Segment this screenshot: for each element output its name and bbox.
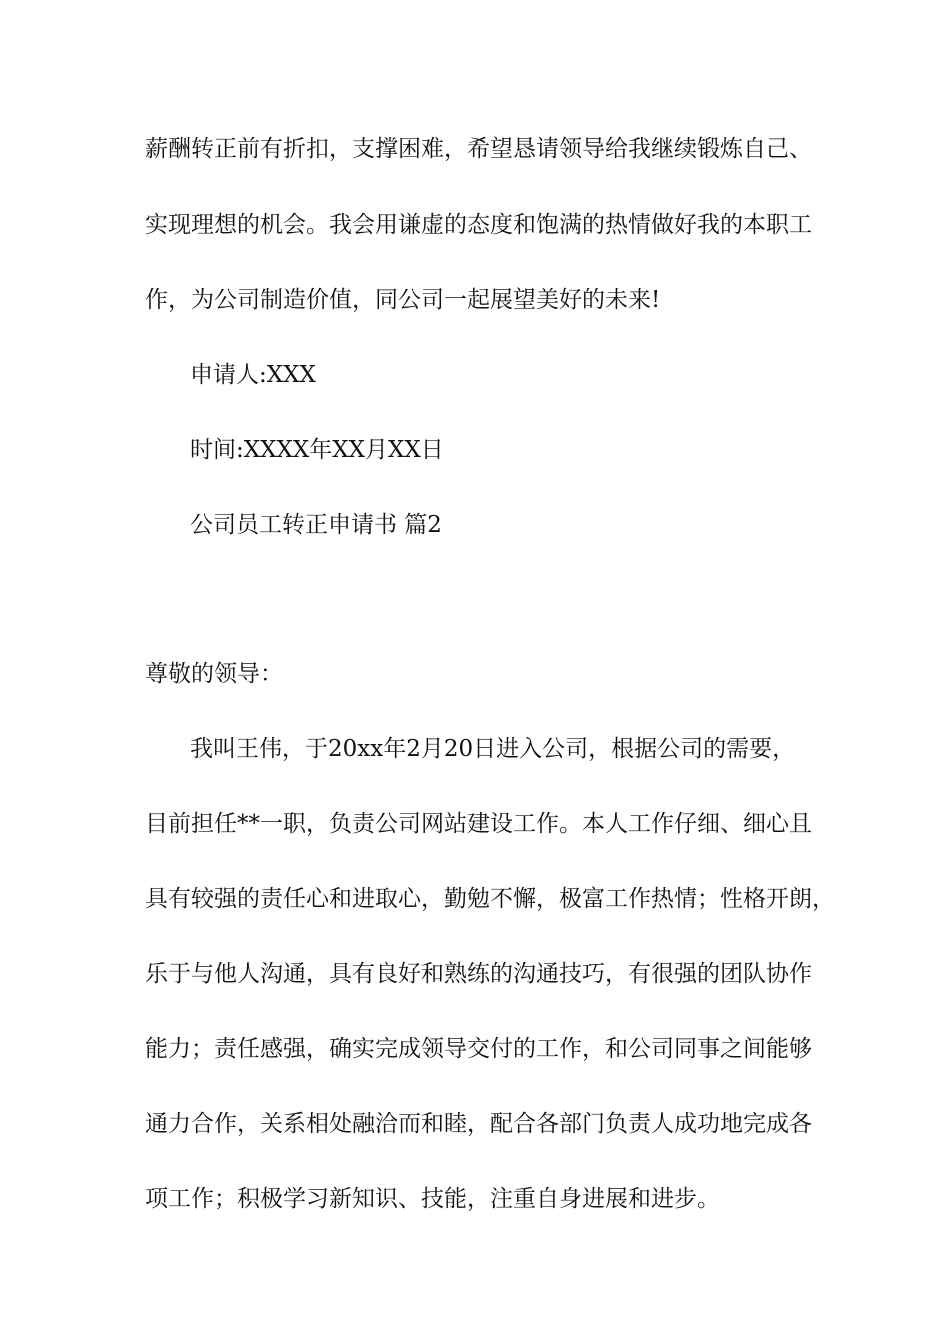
paragraph-line: 通力合作，关系相处融洽而和睦，配合各部门负责人成功地完成各 [145,1111,812,1137]
applicant-line: 申请人:XXX [190,362,316,388]
paragraph-line: 乐于与他人沟通，具有良好和熟练的沟通技巧，有很强的团队协作 [145,961,812,987]
paragraph-line: 薪酬转正前有折扣，支撑困难，希望恳请领导给我继续锻炼自己、 [145,136,812,162]
paragraph-line: 目前担任**一职，负责公司网站建设工作。本人工作仔细、细心且 [145,811,812,837]
paragraph-line: 作，为公司制造价值，同公司一起展望美好的未来! [145,287,661,313]
salutation: 尊敬的领导： [145,661,283,687]
section-title: 公司员工转正申请书 篇2 [190,512,442,538]
paragraph-line: 项工作；积极学习新知识、技能，注重自身进展和进步。 [145,1186,720,1212]
paragraph-line: 我叫王伟，于20xx年2月20日进入公司，根据公司的需要， [190,736,796,762]
date-line: 时间:XXXX年XX月XX日 [190,437,444,463]
paragraph-line: 能力；责任感强，确实完成领导交付的工作，和公司同事之间能够 [145,1036,812,1062]
paragraph-line: 具有较强的责任心和进取心，勤勉不懈，极富工作热情；性格开朗， [145,886,835,912]
paragraph-line: 实现理想的机会。我会用谦虚的态度和饱满的热情做好我的本职工 [145,212,812,238]
